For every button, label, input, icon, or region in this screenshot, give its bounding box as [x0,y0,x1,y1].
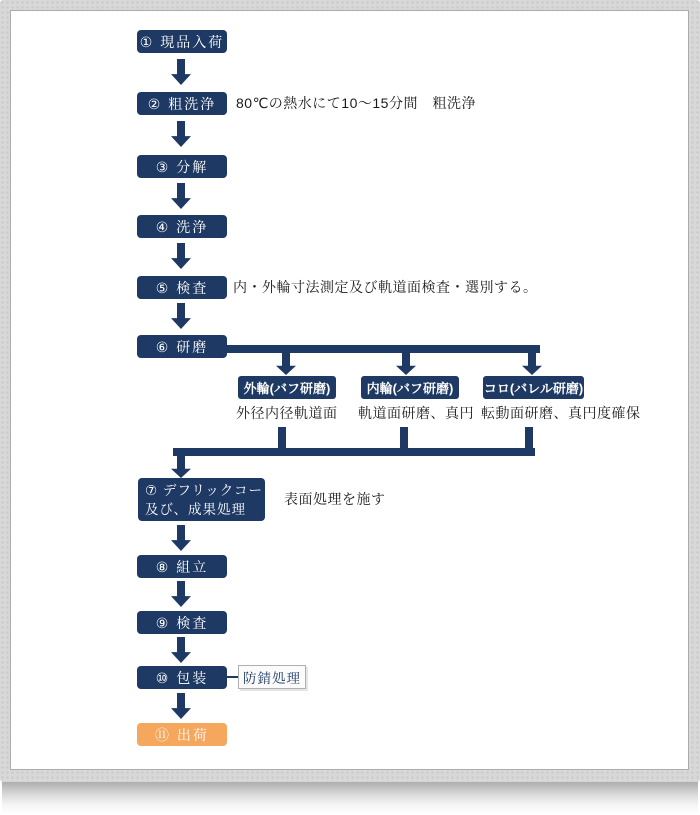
step-box-9: ⑨ 検査 [137,611,227,634]
merge-stub [525,427,533,448]
branch-caption-roller: 転動面研磨、真円度確保 [481,405,641,421]
branch-connector-bar [223,345,540,353]
step-box-1: ① 現品入荷 [137,30,227,53]
down-arrow-icon [171,59,191,85]
step-box-10: ⑩ 包装 [137,666,227,689]
down-arrow-icon [171,637,191,663]
down-arrow-icon [171,525,191,551]
down-arrow-icon [522,353,542,375]
step-box-3: ③ 分解 [137,155,227,178]
step-7-note: 表面処理を施す [284,491,386,507]
step-box-4: ④ 洗浄 [137,215,227,238]
step-box-6: ⑥ 研磨 [137,335,227,358]
page-shadow [2,782,698,815]
side-note-connector [227,676,238,678]
step-2-note: 80℃の熱水にて10〜15分間 粗洗浄 [236,95,476,111]
branch-caption-outer-ring: 外径内径軌道面 [236,405,338,421]
branch-box-roller: コロ(バレル研磨) [483,376,584,399]
step-box-7 [138,478,278,521]
down-arrow-icon [171,243,191,269]
merge-connector-bar [173,448,535,456]
branch-caption-inner-ring: 軌道面研磨、真円 [358,405,474,421]
step-box-2: ② 粗洗浄 [137,92,227,115]
step-7-label-line1: ⑦ デフリックコート [145,482,278,498]
branch-box-outer-ring: 外輪(バフ研磨) [238,376,336,399]
branch-box-inner-ring: 内輪(バフ研磨) [361,376,459,399]
step-box-5: ⑤ 検査 [137,276,227,299]
down-arrow-icon [171,693,191,719]
step-5-note: 内・外輪寸法測定及び軌道面検査・選別する。 [233,279,538,295]
merge-stub [400,427,408,448]
down-arrow-icon [396,353,416,375]
step-box-8: ⑧ 組立 [137,555,227,578]
down-arrow-icon [171,183,191,209]
down-arrow-icon [171,121,191,147]
rust-prevention-side-box: 防錆処理 [238,665,306,689]
down-arrow-icon [276,353,296,375]
flowchart-canvas [10,10,689,770]
down-arrow-icon [171,303,191,329]
step-7-label-line2: 及び、成果処理 [145,501,246,517]
down-arrow-icon [171,581,191,607]
down-arrow-icon [171,456,191,478]
step-box-11: ⑪ 出荷 [137,723,227,746]
merge-stub [278,427,286,448]
